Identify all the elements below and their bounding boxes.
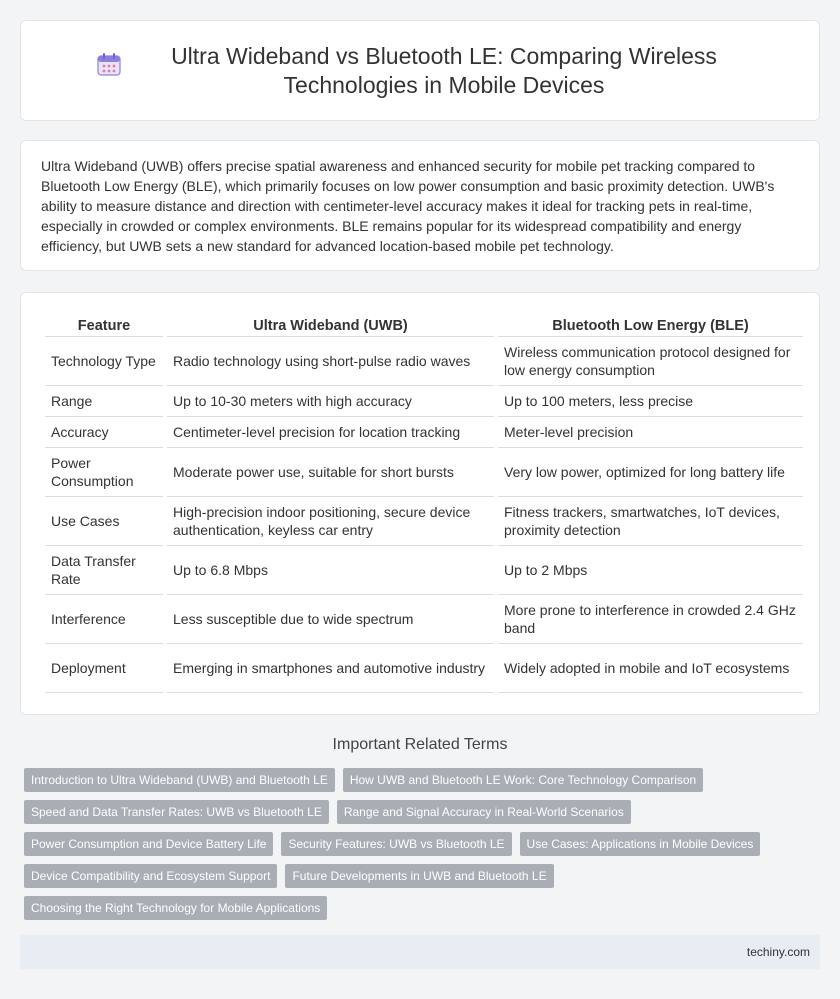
related-term-tag[interactable]: Security Features: UWB vs Bluetooth LE [281, 832, 511, 856]
table-header-row [45, 311, 803, 337]
table-row [45, 417, 803, 448]
header-feature: Feature [45, 311, 163, 337]
title-card [20, 20, 820, 121]
row-uwb: High-precision indoor positioning, secure device authentication, keyless car entry [167, 497, 494, 546]
table-row [45, 448, 803, 497]
comparison-table-card [20, 292, 820, 715]
related-term-tag[interactable]: Power Consumption and Device Battery Life [24, 832, 273, 856]
row-ble: Wireless communication protocol designed for low energy consumption [498, 337, 803, 386]
related-term-tag[interactable]: Range and Signal Accuracy in Real-World Scenarios [337, 800, 631, 824]
row-ble: Widely adopted in mobile and IoT ecosystems [498, 644, 803, 693]
row-ble: Fitness trackers, smartwatches, IoT devices, proximity detection [498, 497, 803, 546]
row-uwb: Radio technology using short-pulse radio waves [167, 337, 494, 386]
related-term-tag[interactable]: Device Compatibility and Ecosystem Support [24, 864, 277, 888]
row-feature: Data Transfer Rate [45, 546, 163, 595]
calendar-icon [96, 51, 122, 77]
related-term-tag[interactable]: Future Developments in UWB and Bluetooth LE [285, 864, 553, 888]
row-ble: More prone to interference in crowded 2.4 GHz band [498, 595, 803, 644]
row-feature: Range [45, 386, 163, 417]
row-feature: Deployment [45, 644, 163, 693]
summary-text: Ultra Wideband (UWB) offers precise spatial awareness and enhanced security for mobile pet tracking compared to Bluetooth Low Energy (BLE), which primarily focuses on low power consumption and basic proximity detection. UWB's ability to measure distance and direction with centimeter-level accuracy makes it ideal for tracking pets in real-time, especially in crowded or complex environments. BLE remains popular for its widespread compatibility and energy efficiency, but UWB sets a new standard for advanced location-based mobile pet technology. [41, 158, 775, 254]
related-terms-list [24, 768, 804, 920]
related-term-tag[interactable]: Choosing the Right Technology for Mobile Applications [24, 896, 327, 920]
row-feature: Power Consumption [45, 448, 163, 497]
comparison-table [41, 311, 807, 693]
related-term-tag[interactable]: Use Cases: Applications in Mobile Devices [520, 832, 761, 856]
row-uwb: Up to 6.8 Mbps [167, 546, 494, 595]
row-uwb: Less susceptible due to wide spectrum [167, 595, 494, 644]
table-row [45, 337, 803, 386]
related-term-tag[interactable]: Introduction to Ultra Wideband (UWB) and Bluetooth LE [24, 768, 335, 792]
table-row [45, 595, 803, 644]
row-ble: Up to 2 Mbps [498, 546, 803, 595]
related-term-tag[interactable]: Speed and Data Transfer Rates: UWB vs Bluetooth LE [24, 800, 329, 824]
row-feature: Accuracy [45, 417, 163, 448]
header-uwb: Ultra Wideband (UWB) [167, 311, 494, 337]
row-ble: Up to 100 meters, less precise [498, 386, 803, 417]
footer-site-link[interactable]: techiny.com [746, 945, 810, 959]
table-row [45, 644, 803, 693]
row-uwb: Emerging in smartphones and automotive industry [167, 644, 494, 693]
row-ble: Meter-level precision [498, 417, 803, 448]
row-feature: Interference [45, 595, 163, 644]
row-uwb: Moderate power use, suitable for short bursts [167, 448, 494, 497]
row-uwb: Up to 10-30 meters with high accuracy [167, 386, 494, 417]
row-feature: Technology Type [45, 337, 163, 386]
summary-card [20, 140, 820, 271]
table-row [45, 546, 803, 595]
table-row [45, 386, 803, 417]
row-ble: Very low power, optimized for long battery life [498, 448, 803, 497]
footer [20, 935, 820, 969]
row-feature: Use Cases [45, 497, 163, 546]
row-uwb: Centimeter-level precision for location tracking [167, 417, 494, 448]
related-term-tag[interactable]: How UWB and Bluetooth LE Work: Core Technology Comparison [343, 768, 703, 792]
table-row [45, 497, 803, 546]
page-title: Ultra Wideband vs Bluetooth LE: Comparing Wireless Technologies in Mobile Devices [171, 42, 717, 98]
related-terms-title: Important Related Terms [332, 736, 508, 753]
header-ble: Bluetooth Low Energy (BLE) [498, 311, 803, 337]
